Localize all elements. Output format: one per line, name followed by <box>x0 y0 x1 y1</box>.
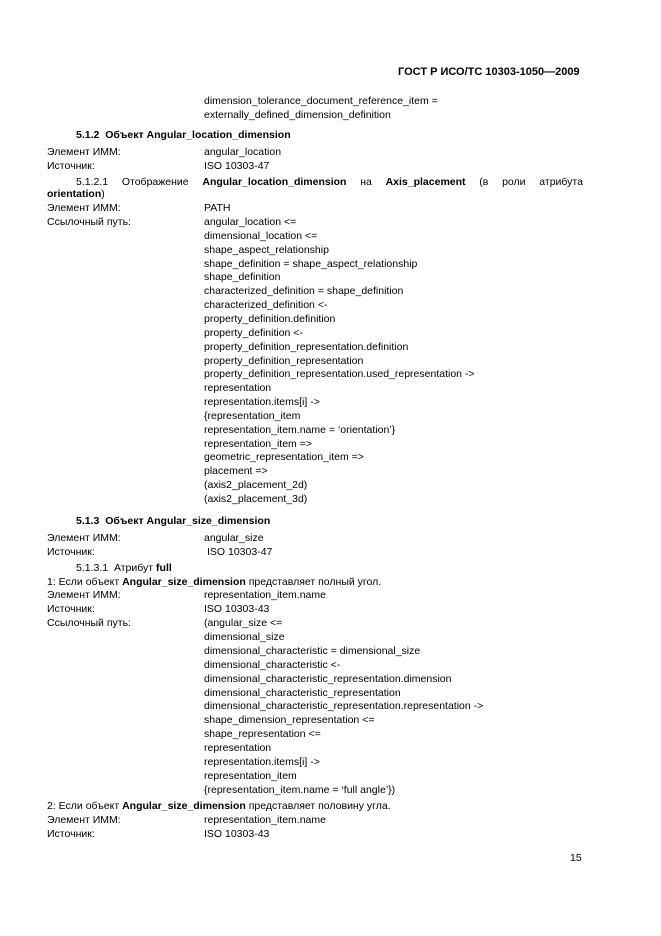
reference-path-line: representation.items[i] -> <box>204 396 320 409</box>
reference-path-line: angular_location <= <box>204 216 297 228</box>
reference-path-line: representation <box>204 382 272 395</box>
case-1-line <box>47 575 381 589</box>
imm-label: Элемент ИММ: <box>47 146 121 158</box>
reference-path-line: {representation_item.name = ‘full angle’}) <box>204 783 396 796</box>
mapping-word: на <box>360 176 372 188</box>
mapping-word: роли <box>502 176 526 188</box>
mapping-number: 5.1.2.1 <box>76 176 109 188</box>
reference-path-line: shape_definition <box>204 271 281 284</box>
case-suffix: представляет половину угла. <box>248 800 391 812</box>
reference-path-line: shape_representation <= <box>204 728 321 741</box>
mapping-word: (в <box>479 176 489 188</box>
reference-path-line: (axis2_placement_2d) <box>204 479 308 492</box>
section-heading-5-1-3 <box>76 514 270 528</box>
case-object: Angular_size_dimension <box>122 576 246 588</box>
attribute-word: Атрибут <box>113 562 154 574</box>
section-heading-5-1-2 <box>76 128 291 142</box>
imm-label: Элемент ИММ: <box>47 532 121 544</box>
reference-path-line: dimensional_characteristic = dimensional_size <box>204 644 421 657</box>
imm-value: angular_location <box>204 146 282 158</box>
mapping-attribute-line <box>47 187 105 201</box>
reference-path-line: characterized_definition = shape_definition <box>204 285 404 298</box>
attribute-number: 5.1.3.1 <box>76 562 109 574</box>
reference-path-line: property_definition_representation <box>204 354 364 367</box>
reference-path-line: shape_dimension_representation <= <box>204 714 375 727</box>
reference-path-line: dimensional_characteristic_representation.dimension <box>204 672 452 685</box>
page-number: 15 <box>570 852 582 864</box>
source-value: ISO 10303-47 <box>204 160 270 172</box>
reference-path-line: property_definition_representation.definition <box>204 340 409 353</box>
source-value: ISO 10303-47 <box>207 546 273 558</box>
reference-path-line: dimensional_location <= <box>204 229 318 242</box>
reference-path-line: property_definition.definition <box>204 312 336 325</box>
source-label: Источник: <box>47 546 95 558</box>
reference-path-line: shape_definition = shape_aspect_relationship <box>204 257 418 270</box>
reference-path-line: representation_item <box>204 769 297 782</box>
source-label: Источник: <box>47 603 95 615</box>
imm-label: Элемент ИММ: <box>47 589 121 601</box>
source-label: Источник: <box>47 828 95 840</box>
case-suffix: представляет полный угол. <box>248 576 382 588</box>
imm-value: representation_item.name <box>204 814 326 826</box>
source-value: ISO 10303-43 <box>204 603 270 615</box>
reference-path-line: representation_item => <box>204 437 312 450</box>
object-name: Angular_size_dimension <box>146 515 271 527</box>
reference-path-line: geometric_representation_item => <box>204 451 364 464</box>
mapping-heading-5-1-2-1 <box>47 175 583 189</box>
attribute-heading-5-1-3-1 <box>76 561 172 575</box>
case-prefix: 1: Если объект <box>47 576 120 588</box>
reference-path-line: property_definition <- <box>204 326 303 339</box>
imm-value: PATH <box>204 202 231 214</box>
reference-path-line: {representation_item <box>204 409 301 422</box>
continuation-line: externally_defined_dimension_definition <box>204 109 391 121</box>
reference-path-line: shape_aspect_relationship <box>204 243 329 256</box>
case-prefix: 2: Если объект <box>47 800 120 812</box>
attribute-name: orientation <box>47 188 102 200</box>
imm-value: representation_item.name <box>204 589 326 601</box>
reference-path-line: dimensional_characteristic <- <box>204 658 341 671</box>
reference-path-line: property_definition_representation.used_representation -> <box>204 368 475 381</box>
section-word: Объект <box>105 129 144 141</box>
imm-label: Элемент ИММ: <box>47 202 121 214</box>
reference-path-line: representation_item.name = ‘orientation’} <box>204 423 396 436</box>
continuation-line: dimension_tolerance_document_reference_item = <box>204 95 438 107</box>
imm-label: Элемент ИММ: <box>47 814 121 826</box>
reference-path-label: Ссылочный путь: <box>47 617 131 629</box>
section-number: 5.1.2 <box>76 129 100 141</box>
section-number: 5.1.3 <box>76 515 100 527</box>
case-object: Angular_size_dimension <box>122 800 246 812</box>
imm-value: angular_size <box>204 532 264 544</box>
reference-path-line: (angular_size <= <box>204 617 283 629</box>
source-label: Источник: <box>47 160 95 172</box>
reference-path-line: placement => <box>204 465 268 478</box>
reference-path-line: representation.items[i] -> <box>204 756 320 768</box>
reference-path-line: representation <box>204 742 272 755</box>
source-value: ISO 10303-43 <box>204 828 270 840</box>
reference-path-line: dimensional_characteristic_representation <box>204 686 401 699</box>
mapping-object: Angular_location_dimension <box>202 176 347 188</box>
section-word: Объект <box>105 515 144 527</box>
object-name: Angular_location_dimension <box>146 129 291 141</box>
attribute-name: full <box>156 562 172 574</box>
case-2-line <box>47 799 391 813</box>
reference-path-line: characterized_definition <- <box>204 299 328 312</box>
reference-path-line: dimensional_size <box>204 630 285 643</box>
reference-path-label: Ссылочный путь: <box>47 216 131 228</box>
mapping-target: Axis_placement <box>385 176 466 188</box>
closing-paren: ) <box>101 188 105 200</box>
reference-path-line: (axis2_placement_3d) <box>204 493 308 505</box>
mapping-word: Отображение <box>121 176 189 188</box>
mapping-word: атрибута <box>539 176 583 188</box>
document-header: ГОСТ Р ИСО/ТС 10303-1050—2009 <box>398 66 580 78</box>
reference-path-line: dimensional_characteristic_representation.representation -> <box>204 700 484 713</box>
